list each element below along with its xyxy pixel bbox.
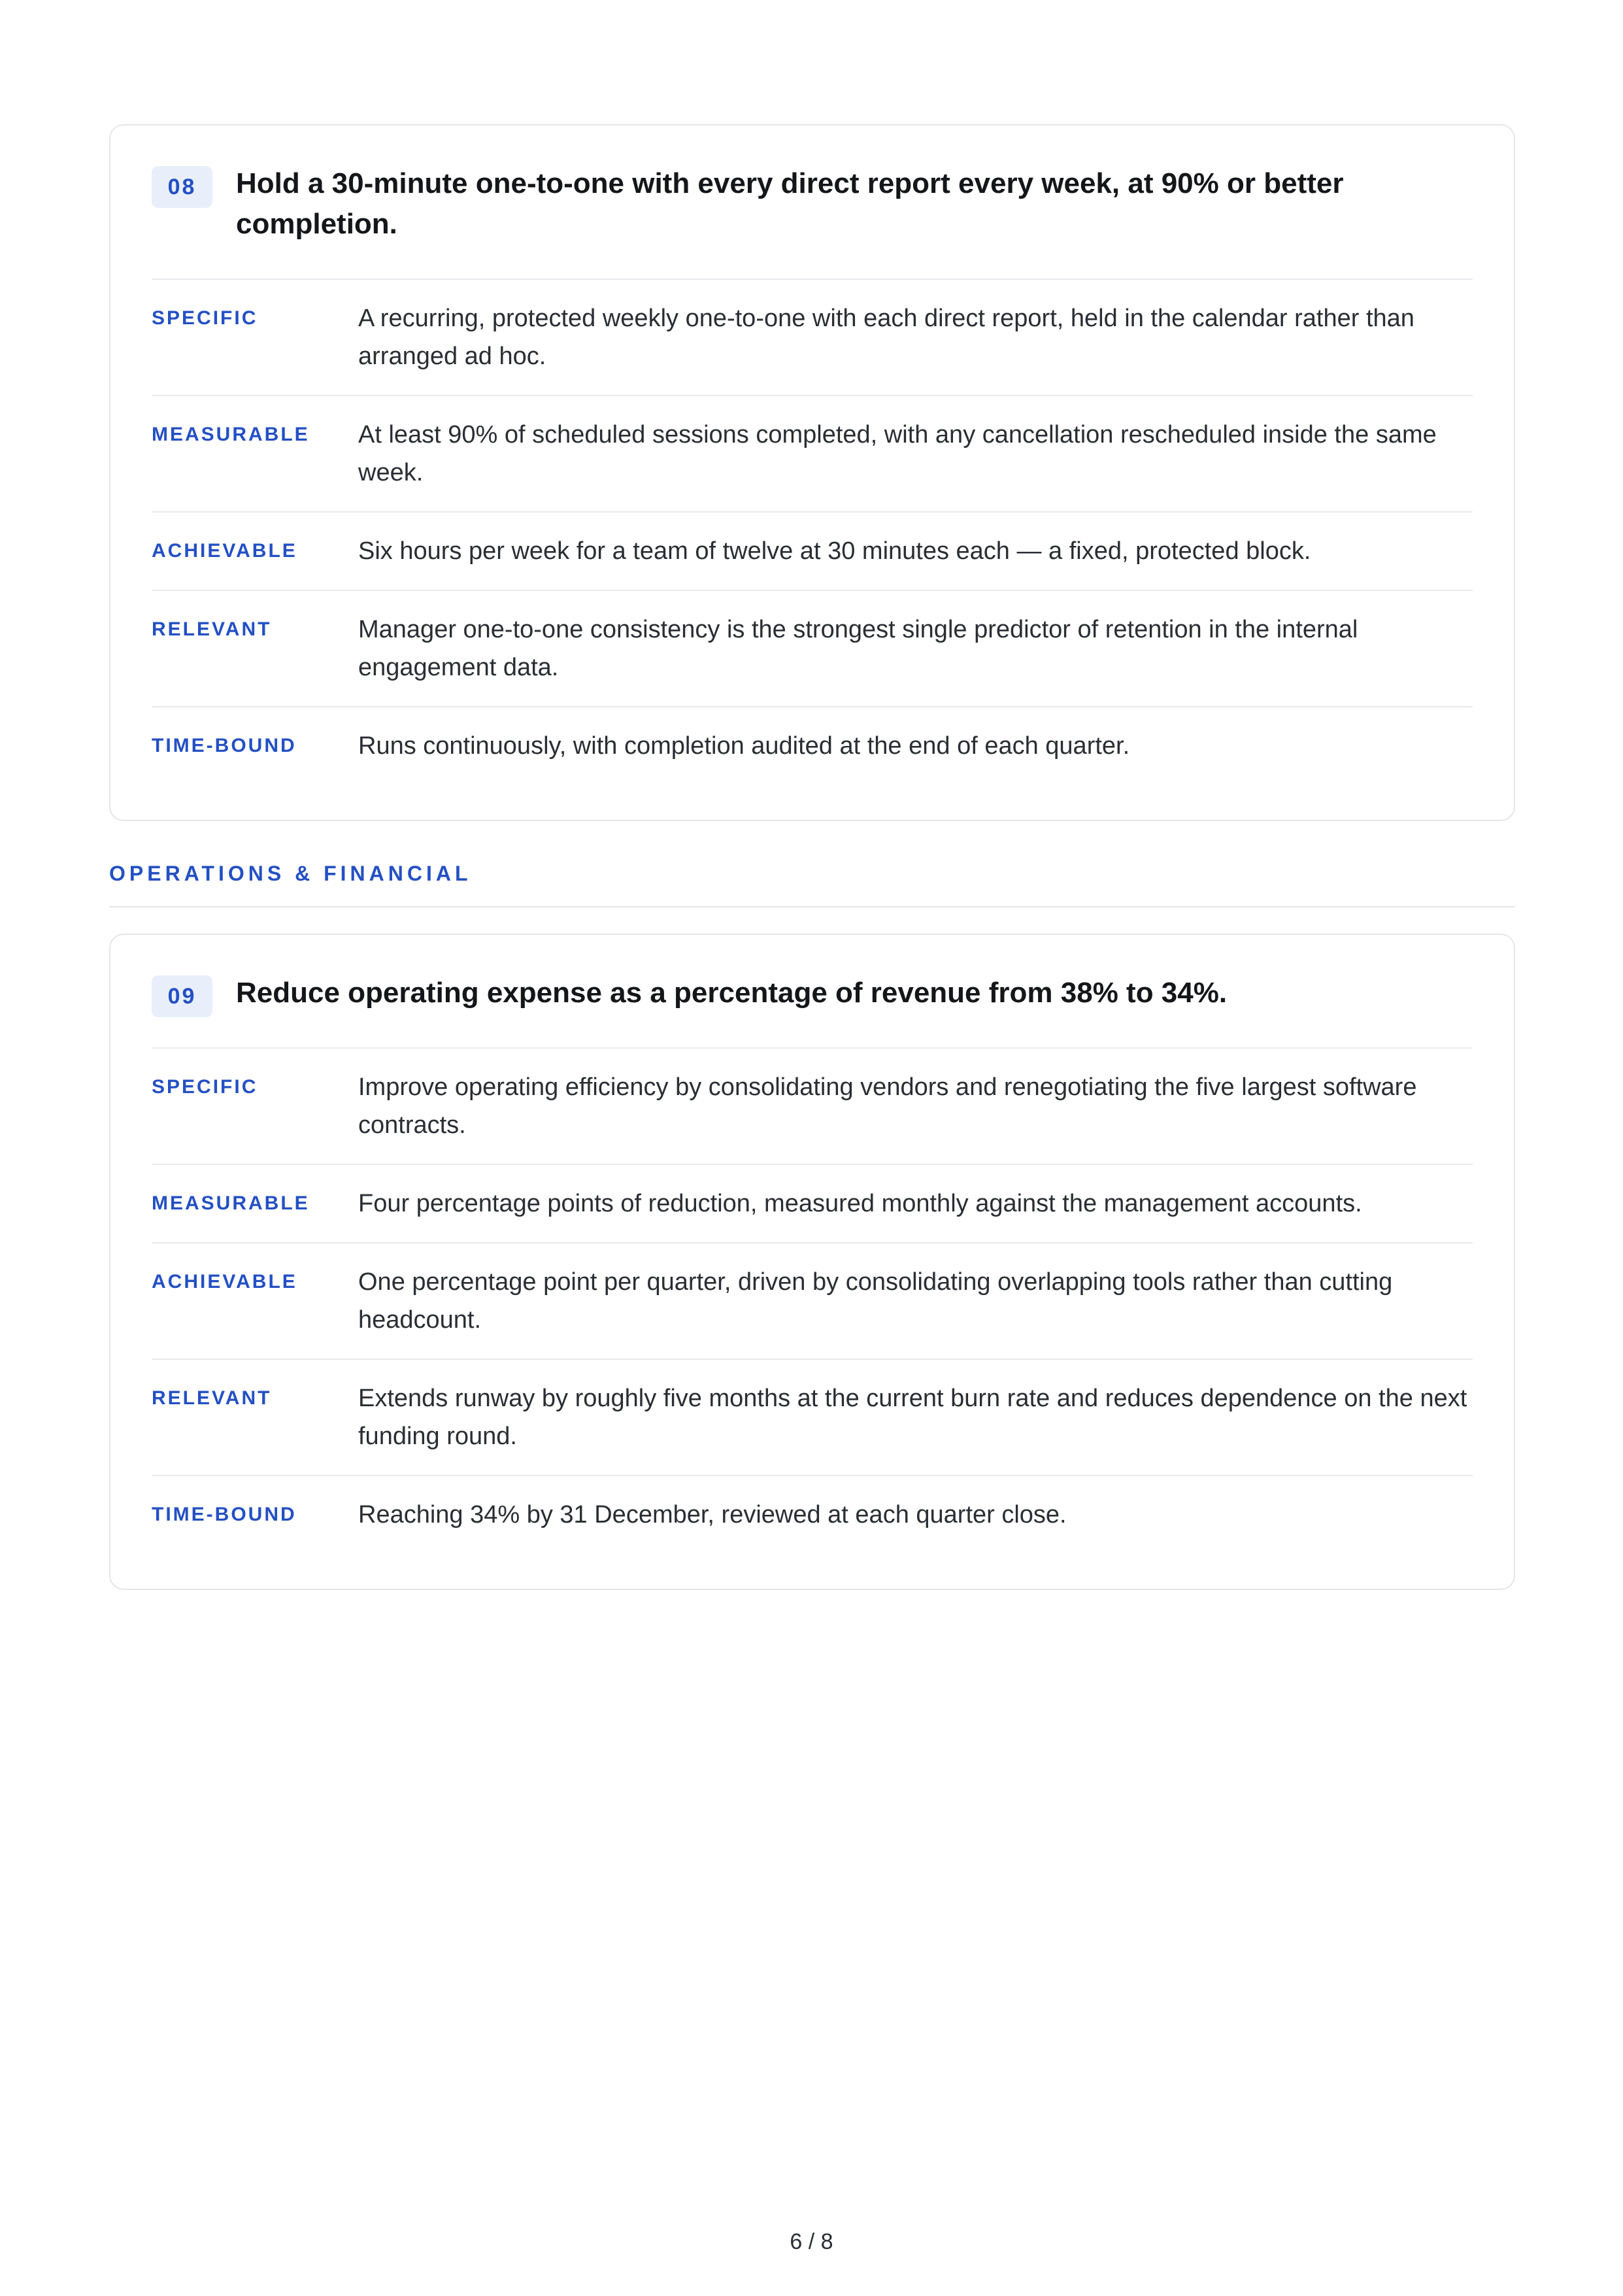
criteria-label: TIME-BOUND — [152, 1504, 297, 1525]
criteria-text: Reaching 34% by 31 December, reviewed at each quarter close. — [358, 1501, 1067, 1528]
goal-title: Hold a 30-minute one-to-one with every direct report every week, at 90% or better completion. — [236, 167, 1344, 240]
goal-number-badge: 08 — [152, 166, 212, 208]
goal-title: Reduce operating expense as a percentage of revenue from 38% to 34%. — [236, 977, 1228, 1009]
goal-card-header — [152, 126, 1473, 280]
page-number: 6 / 8 — [790, 2229, 833, 2254]
goal-card-08 — [109, 124, 1515, 821]
criteria-text: Extends runway by roughly five months at the current burn rate and reduces dependence on the next funding round. — [358, 1385, 1467, 1450]
criteria-label: ACHIEVABLE — [152, 540, 297, 562]
criteria-row-time-bound — [152, 707, 1473, 820]
criteria-row-measurable — [152, 396, 1473, 513]
criteria-label: TIME-BOUND — [152, 735, 297, 756]
criteria-label: RELEVANT — [152, 1387, 272, 1409]
section-heading: OPERATIONS & FINANCIAL — [109, 862, 472, 885]
criteria-label: MEASURABLE — [152, 1192, 310, 1214]
section-divider — [109, 906, 1515, 907]
goal-number-badge: 09 — [152, 975, 212, 1017]
criteria-text: At least 90% of scheduled sessions completed, with any cancellation rescheduled inside the same week. — [358, 421, 1437, 486]
criteria-row-relevant — [152, 1360, 1473, 1476]
criteria-row-specific — [152, 280, 1473, 396]
criteria-row-specific — [152, 1049, 1473, 1165]
goal-card-09 — [109, 934, 1515, 1590]
criteria-row-relevant — [152, 591, 1473, 707]
goal-card-header — [152, 935, 1473, 1049]
criteria-row-achievable — [152, 513, 1473, 591]
criteria-text: Improve operating efficiency by consolidating vendors and renegotiating the five largest software contracts. — [358, 1073, 1417, 1139]
criteria-label: ACHIEVABLE — [152, 1271, 297, 1292]
criteria-label: RELEVANT — [152, 618, 272, 640]
criteria-text: A recurring, protected weekly one-to-one with each direct report, held in the calendar rather than arranged ad hoc. — [358, 305, 1414, 370]
criteria-text: Four percentage points of reduction, measured monthly against the management accounts. — [358, 1190, 1362, 1217]
criteria-text: Runs continuously, with completion audited at the end of each quarter. — [358, 732, 1130, 760]
criteria-label: SPECIFIC — [152, 1076, 258, 1098]
criteria-label: SPECIFIC — [152, 307, 258, 329]
criteria-text: One percentage point per quarter, driven by consolidating overlapping tools rather than cutting headcount. — [358, 1268, 1393, 1334]
criteria-label: MEASURABLE — [152, 424, 310, 445]
criteria-row-achievable — [152, 1243, 1473, 1360]
criteria-row-measurable — [152, 1165, 1473, 1243]
criteria-row-time-bound — [152, 1476, 1473, 1589]
criteria-text: Manager one-to-one consistency is the strongest single predictor of retention in the internal engagement data. — [358, 616, 1358, 681]
criteria-text: Six hours per week for a team of twelve at 30 minutes each — a fixed, protected block. — [358, 537, 1311, 565]
